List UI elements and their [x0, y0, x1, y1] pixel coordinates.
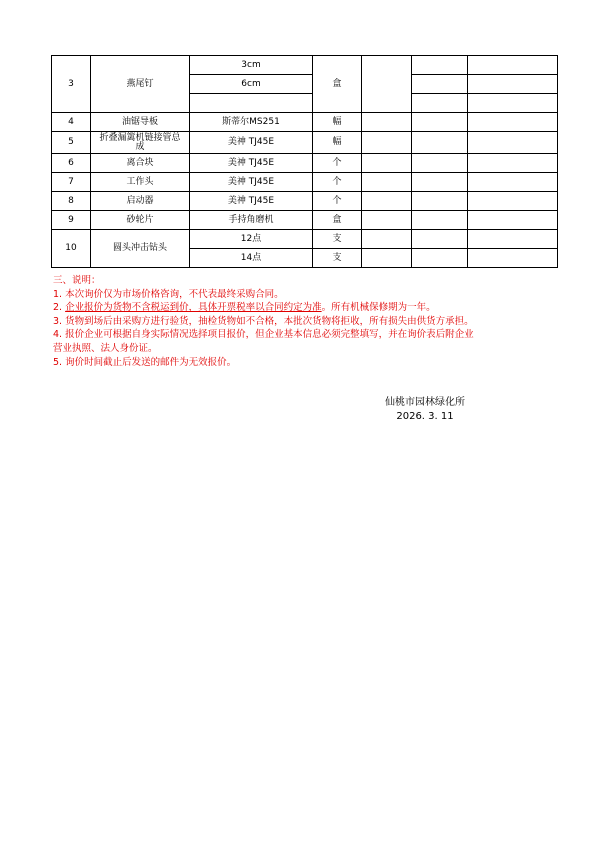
- item-spec: [190, 94, 313, 113]
- note-2-underlined: 企业报价为货物不含税运到价，具体开票税率以合同约定为准: [65, 302, 322, 314]
- empty-cell: [468, 154, 558, 173]
- item-spec: 美神 TJ45E: [190, 132, 313, 154]
- empty-cell: [468, 56, 558, 75]
- table-row: [52, 132, 558, 154]
- item-unit: 支: [313, 230, 362, 249]
- empty-cell: [362, 132, 412, 154]
- item-number: 6: [52, 154, 91, 173]
- empty-cell: [412, 132, 468, 154]
- table-row: [52, 154, 558, 173]
- empty-cell: [362, 230, 412, 249]
- item-name: 离合块: [91, 154, 190, 173]
- item-number: 7: [52, 173, 91, 192]
- note-3: 3. 货物到场后由采购方进行验货，抽检货物如不合格，本批次货物将拒收，所有损失由供货方承担。: [53, 315, 474, 327]
- note-1: 1. 本次询价仅为市场价格咨询，不代表最终采购合同。: [53, 288, 284, 300]
- empty-cell: [362, 113, 412, 132]
- item-unit: 个: [313, 154, 362, 173]
- empty-cell: [412, 154, 468, 173]
- item-unit: 个: [313, 192, 362, 211]
- empty-cell: [362, 249, 412, 268]
- empty-cell: [468, 132, 558, 154]
- note-4-line-1: 4. 报价企业可根据自身实际情况选择项目报价，但企业基本信息必须完整填写，并在询价表后附企业: [53, 329, 474, 341]
- item-spec: 6cm: [190, 75, 313, 94]
- item-spec: 美神 TJ45E: [190, 173, 313, 192]
- empty-cell: [412, 113, 468, 132]
- note-2: [53, 301, 474, 315]
- note-2-suffix: 。所有机械保修期为一年。: [321, 302, 436, 314]
- note-4-line-2: 营业执照、法人身份证。: [53, 342, 158, 354]
- item-spec: 3cm: [190, 56, 313, 75]
- item-name: 启动器: [91, 192, 190, 211]
- notes-heading: 三、说明：: [53, 275, 101, 286]
- item-unit: 盒: [313, 211, 362, 230]
- item-unit: 支: [313, 249, 362, 268]
- item-spec: 14点: [190, 249, 313, 268]
- empty-cell: [412, 56, 468, 75]
- inquiry-table: [51, 55, 558, 268]
- empty-cell: [412, 230, 468, 249]
- empty-cell: [412, 75, 468, 94]
- item-name: 工作头: [91, 173, 190, 192]
- table-row: [52, 211, 558, 230]
- item-number: 3: [52, 56, 91, 113]
- table-row: [52, 192, 558, 211]
- item-name-line: 成: [135, 141, 145, 152]
- item-unit: 个: [313, 173, 362, 192]
- empty-cell: [468, 249, 558, 268]
- item-number: 10: [52, 230, 91, 268]
- empty-cell: [412, 173, 468, 192]
- item-number: 8: [52, 192, 91, 211]
- signature-date: 2026. 3. 11: [396, 411, 454, 422]
- empty-cell: [412, 192, 468, 211]
- empty-cell: [362, 173, 412, 192]
- table-row: [52, 230, 558, 249]
- item-spec: 手持角磨机: [190, 211, 313, 230]
- organization-name: 仙桃市园林绿化所: [385, 397, 465, 408]
- empty-cell: [468, 94, 558, 113]
- table-row: [52, 113, 558, 132]
- item-spec: 12点: [190, 230, 313, 249]
- notes-section: [53, 274, 474, 369]
- signature-block: [360, 396, 490, 424]
- empty-cell: [362, 192, 412, 211]
- note-2-prefix: 2.: [53, 302, 66, 314]
- item-unit: 幅: [313, 113, 362, 132]
- empty-cell: [468, 113, 558, 132]
- empty-cell: [412, 249, 468, 268]
- item-number: 5: [52, 132, 91, 154]
- item-name: 燕尾钉: [91, 56, 190, 113]
- empty-cell: [468, 211, 558, 230]
- empty-cell: [468, 230, 558, 249]
- item-unit: 盒: [313, 56, 362, 113]
- empty-cell: [362, 56, 412, 113]
- item-name: [91, 132, 190, 154]
- table-row: [52, 56, 558, 75]
- empty-cell: [362, 211, 412, 230]
- item-unit: 幅: [313, 132, 362, 154]
- empty-cell: [468, 75, 558, 94]
- item-spec: 斯蒂尔MS251: [190, 113, 313, 132]
- item-spec: 美神 TJ45E: [190, 154, 313, 173]
- empty-cell: [412, 94, 468, 113]
- item-name: 油锯导板: [91, 113, 190, 132]
- empty-cell: [468, 173, 558, 192]
- empty-cell: [468, 192, 558, 211]
- item-number: 4: [52, 113, 91, 132]
- item-name-line: 折叠漏篱机链接管总: [99, 132, 181, 143]
- item-name: 砂轮片: [91, 211, 190, 230]
- empty-cell: [412, 211, 468, 230]
- empty-cell: [362, 154, 412, 173]
- item-number: 9: [52, 211, 91, 230]
- item-spec: 美神 TJ45E: [190, 192, 313, 211]
- note-5: 5. 询价时间截止后发送的邮件为无效报价。: [53, 356, 237, 368]
- item-name: 圆头冲击钻头: [91, 230, 190, 268]
- table-row: [52, 173, 558, 192]
